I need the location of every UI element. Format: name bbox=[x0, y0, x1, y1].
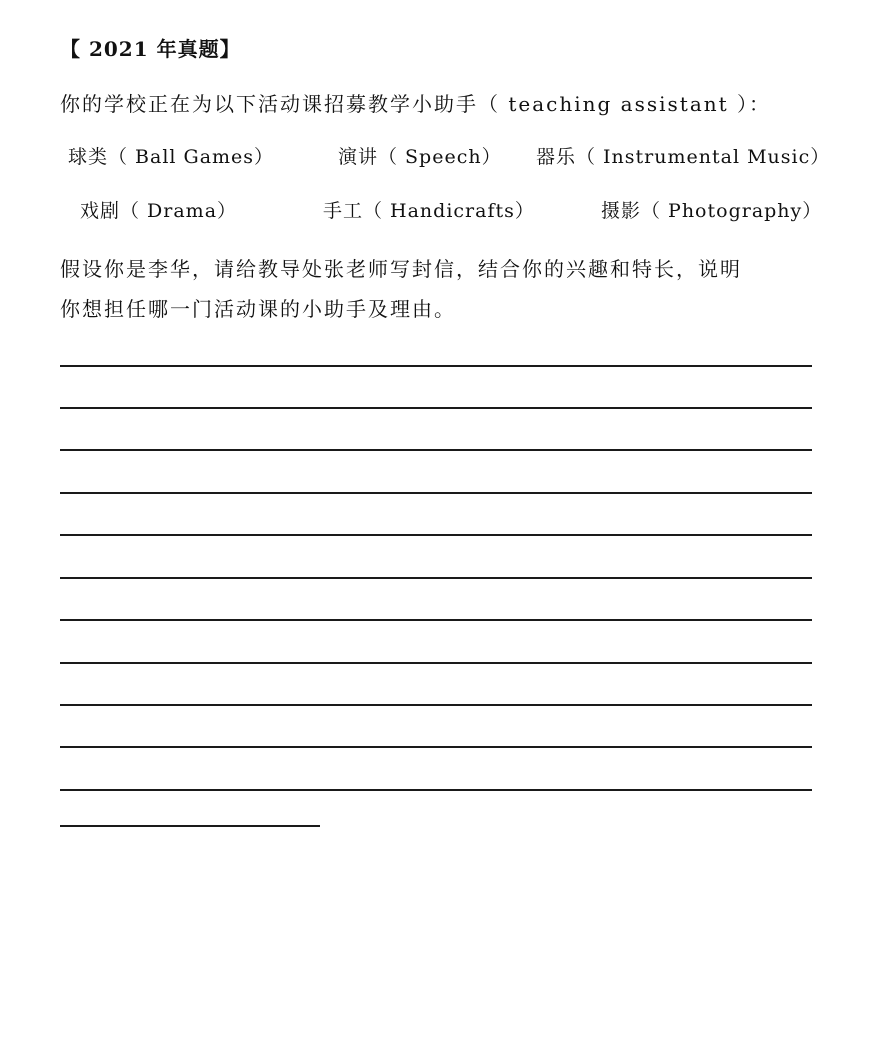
task-instruction-line-2: 你想担任哪一门活动课的小助手及理由。 bbox=[60, 297, 456, 321]
activity-drama: 戏剧（ Drama） bbox=[80, 200, 238, 222]
writing-line bbox=[60, 449, 812, 451]
activity-speech: 演讲（ Speech） bbox=[338, 146, 502, 168]
writing-line bbox=[60, 704, 812, 706]
writing-line bbox=[60, 619, 812, 621]
prompt-intro: 你的学校正在为以下活动课招募教学小助手（ teaching assistant ）： bbox=[60, 92, 772, 116]
activity-ball-games: 球类（ Ball Games） bbox=[68, 146, 275, 168]
writing-line bbox=[60, 492, 812, 494]
writing-line bbox=[60, 577, 812, 579]
activity-instrumental-music: 器乐（ Instrumental Music） bbox=[536, 146, 831, 168]
writing-line bbox=[60, 789, 812, 791]
task-instruction-line-1: 假设你是李华，请给教导处张老师写封信，结合你的兴趣和特长，说明 bbox=[60, 257, 742, 281]
writing-line bbox=[60, 534, 812, 536]
activity-photography: 摄影（ Photography） bbox=[601, 200, 823, 222]
writing-line-short bbox=[60, 825, 320, 827]
exam-year-heading: 【 2021 年真题】 bbox=[60, 37, 241, 61]
writing-line bbox=[60, 365, 812, 367]
writing-line bbox=[60, 746, 812, 748]
activity-handicrafts: 手工（ Handicrafts） bbox=[323, 200, 535, 222]
writing-line bbox=[60, 407, 812, 409]
writing-line bbox=[60, 662, 812, 664]
